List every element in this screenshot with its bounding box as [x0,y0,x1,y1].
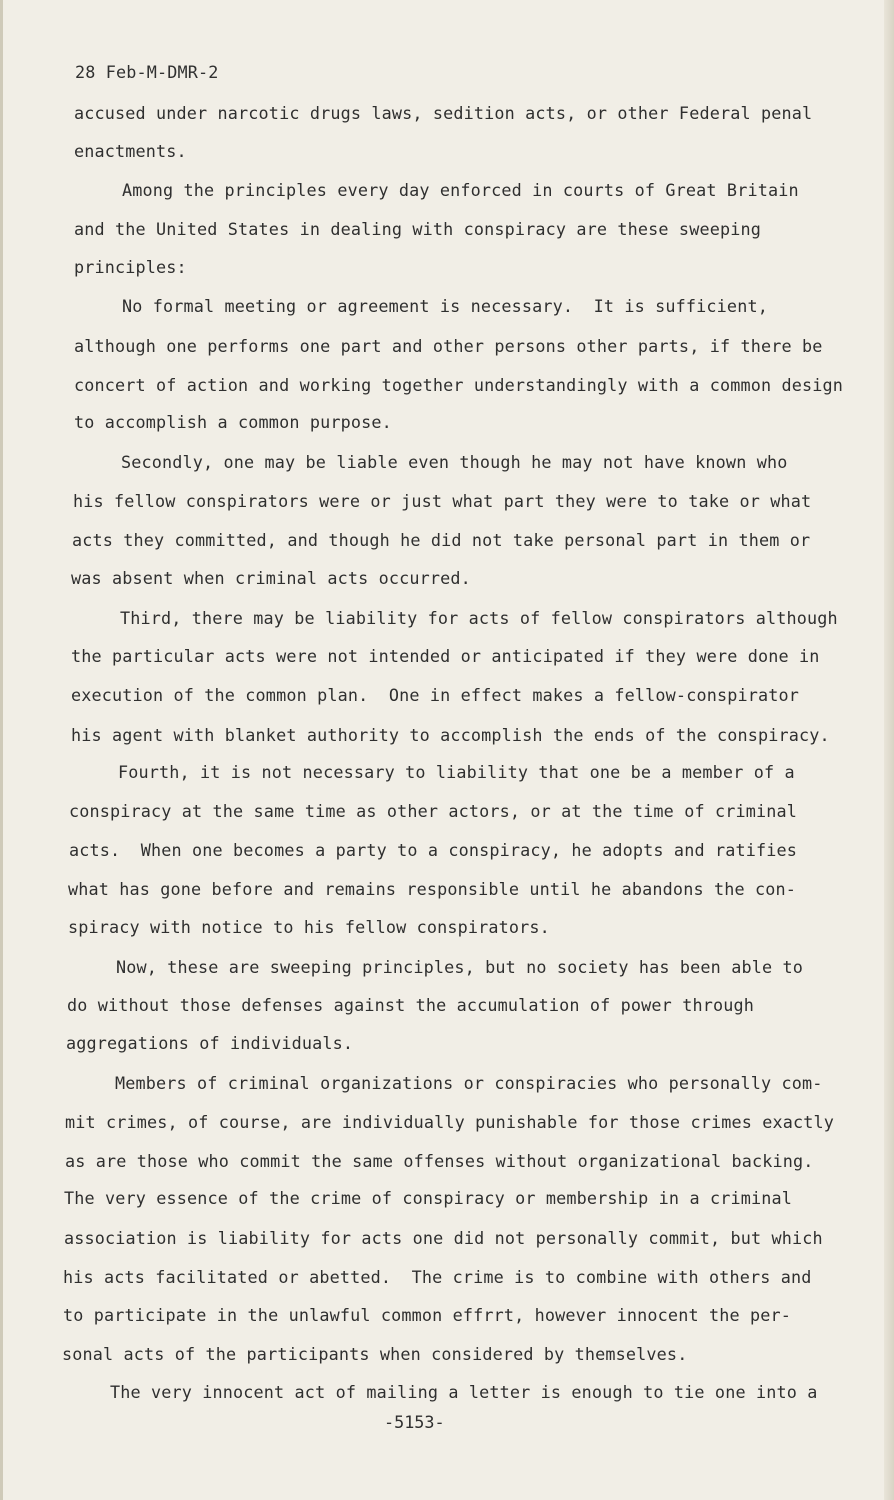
text-line: Third, there may be liability for acts of fellow conspirators although [120,608,838,628]
text-line: Among the principles every day enforced in courts of Great Britain [122,180,799,200]
text-line: his acts facilitated or abetted. The crime is to combine with others and [63,1267,812,1287]
document-reference: 28 Feb-M-DMR-2 [75,62,219,82]
text-line: the particular acts were not intended or anticipated if they were done in [71,646,820,666]
text-line: what has gone before and remains responsible until he abandons the con- [68,879,796,899]
text-line: although one performs one part and other persons other parts, if there be [74,336,823,356]
text-line: and the United States in dealing with conspiracy are these sweeping [74,219,761,239]
text-line: concert of action and working together understandingly with a common design [74,375,843,395]
text-line: The very innocent act of mailing a letter is enough to tie one into a [110,1382,818,1402]
text-line: was absent when criminal acts occurred. [71,568,471,588]
text-line: his agent with blanket authority to accomplish the ends of the conspiracy. [71,725,830,745]
text-line: acts they committed, and though he did not take personal part in them or [72,530,811,550]
text-line: to accomplish a common purpose. [74,412,392,432]
text-line: Now, these are sweeping principles, but no society has been able to [116,957,803,977]
text-line: Secondly, one may be liable even though he may not have known who [121,452,788,472]
text-line: as are those who commit the same offenses without organizational backing. [65,1151,814,1171]
text-line: The very essence of the crime of conspiracy or membership in a criminal [64,1188,792,1208]
text-line: spiracy with notice to his fellow conspirators. [68,917,550,937]
text-line: principles: [74,257,187,277]
text-line: sonal acts of the participants when considered by themselves. [62,1344,688,1364]
text-line: do without those defenses against the accumulation of power through [67,995,754,1015]
text-line: Members of criminal organizations or conspiracies who personally com- [115,1073,823,1093]
text-line: mit crimes, of course, are individually punishable for those crimes exactly [65,1112,834,1132]
text-line: accused under narcotic drugs laws, sedition acts, or other Federal penal [74,103,813,123]
page-number: -5153- [384,1412,445,1432]
text-line: conspiracy at the same time as other actors, or at the time of criminal [69,801,797,821]
text-line: to participate in the unlawful common effrrt, however innocent the per- [63,1305,791,1325]
text-line: association is liability for acts one did not personally commit, but which [64,1228,823,1248]
text-line: aggregations of individuals. [66,1033,354,1053]
text-line: execution of the common plan. One in effect makes a fellow-conspirator [71,685,799,705]
text-line: enactments. [74,141,187,161]
text-line: Fourth, it is not necessary to liability that one be a member of a [118,762,795,782]
text-line: acts. When one becomes a party to a conspiracy, he adopts and ratifies [69,840,797,860]
text-line: his fellow conspirators were or just what part they were to take or what [73,491,812,511]
page-edge-shadow [884,0,894,1500]
text-line: No formal meeting or agreement is necessary. It is sufficient, [122,296,768,316]
